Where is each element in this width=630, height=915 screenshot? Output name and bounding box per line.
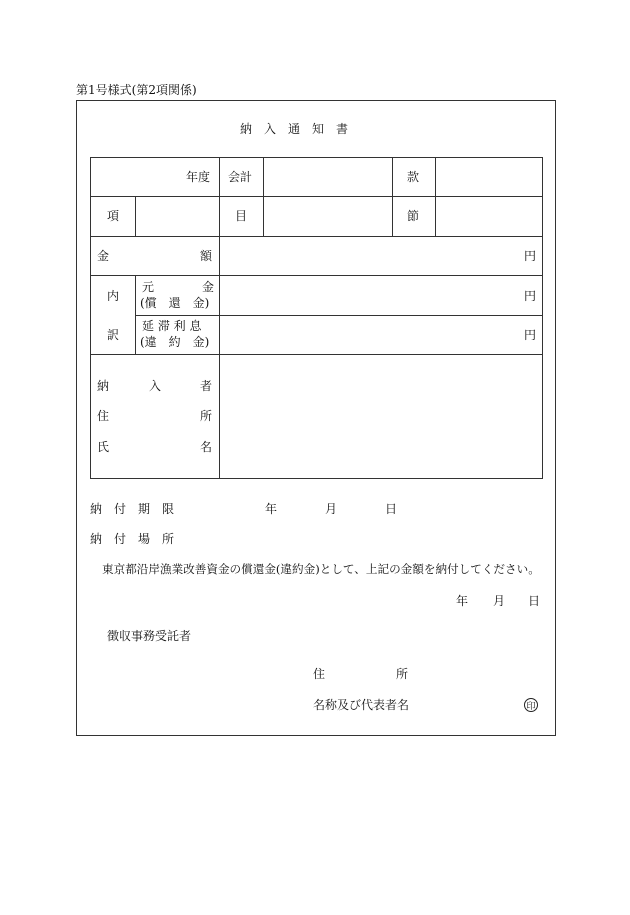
deadline-label: 納 付 期 限 bbox=[90, 502, 175, 516]
collector-address-b: 所 bbox=[396, 667, 409, 681]
payer-address-b: 所 bbox=[200, 409, 213, 423]
amount-label-a: 金 bbox=[97, 249, 110, 263]
deadline-month: 月 bbox=[325, 502, 338, 516]
account-label: 会計 bbox=[228, 170, 253, 184]
late-interest-sub-label: (違 約 金) bbox=[140, 335, 210, 349]
payer-name-b: 名 bbox=[200, 440, 213, 454]
payment-place-label: 納 付 場 所 bbox=[90, 532, 175, 546]
payer-label-a: 納 bbox=[97, 379, 110, 393]
breakdown-label-a: 内 bbox=[107, 289, 120, 303]
kou-label: 項 bbox=[107, 209, 120, 223]
collector-name-label: 名称及び代表者名 bbox=[313, 698, 410, 712]
kan-label: 款 bbox=[407, 170, 420, 184]
collector-label: 徴収事務受託者 bbox=[107, 629, 192, 643]
issue-month: 月 bbox=[493, 594, 506, 608]
setsu-label: 節 bbox=[407, 209, 420, 223]
document-title: 納 入 通 知 書 bbox=[240, 122, 349, 136]
amount-label-b: 額 bbox=[200, 249, 213, 263]
principal-yen: 円 bbox=[524, 289, 537, 303]
seal-mark: 印 bbox=[524, 698, 538, 712]
collector-address-a: 住 bbox=[313, 667, 326, 681]
late-interest-yen: 円 bbox=[524, 328, 537, 342]
fiscal-year-label: 年度 bbox=[186, 170, 211, 184]
principal-sub-label: (償 還 金) bbox=[140, 296, 210, 310]
detail-table bbox=[90, 157, 543, 479]
late-interest-label: 延 滞 利 息 bbox=[142, 319, 202, 333]
issue-day: 日 bbox=[528, 594, 541, 608]
moku-label: 目 bbox=[235, 209, 248, 223]
payer-label-b: 入 bbox=[149, 379, 162, 393]
deadline-year: 年 bbox=[265, 502, 278, 516]
breakdown-label-b: 訳 bbox=[107, 328, 120, 342]
issue-year: 年 bbox=[456, 594, 469, 608]
payer-address-a: 住 bbox=[97, 409, 110, 423]
principal-label: 元 金 bbox=[142, 280, 215, 294]
payer-label-c: 者 bbox=[200, 379, 213, 393]
amount-yen: 円 bbox=[524, 249, 537, 263]
payer-name-a: 氏 bbox=[97, 440, 110, 454]
form-number-label: 第1号様式(第2項関係) bbox=[76, 83, 197, 97]
deadline-day: 日 bbox=[385, 502, 398, 516]
notice-text: 東京都沿岸漁業改善資金の償還金(違約金)として、上記の金額を納付してください。 bbox=[102, 562, 540, 576]
